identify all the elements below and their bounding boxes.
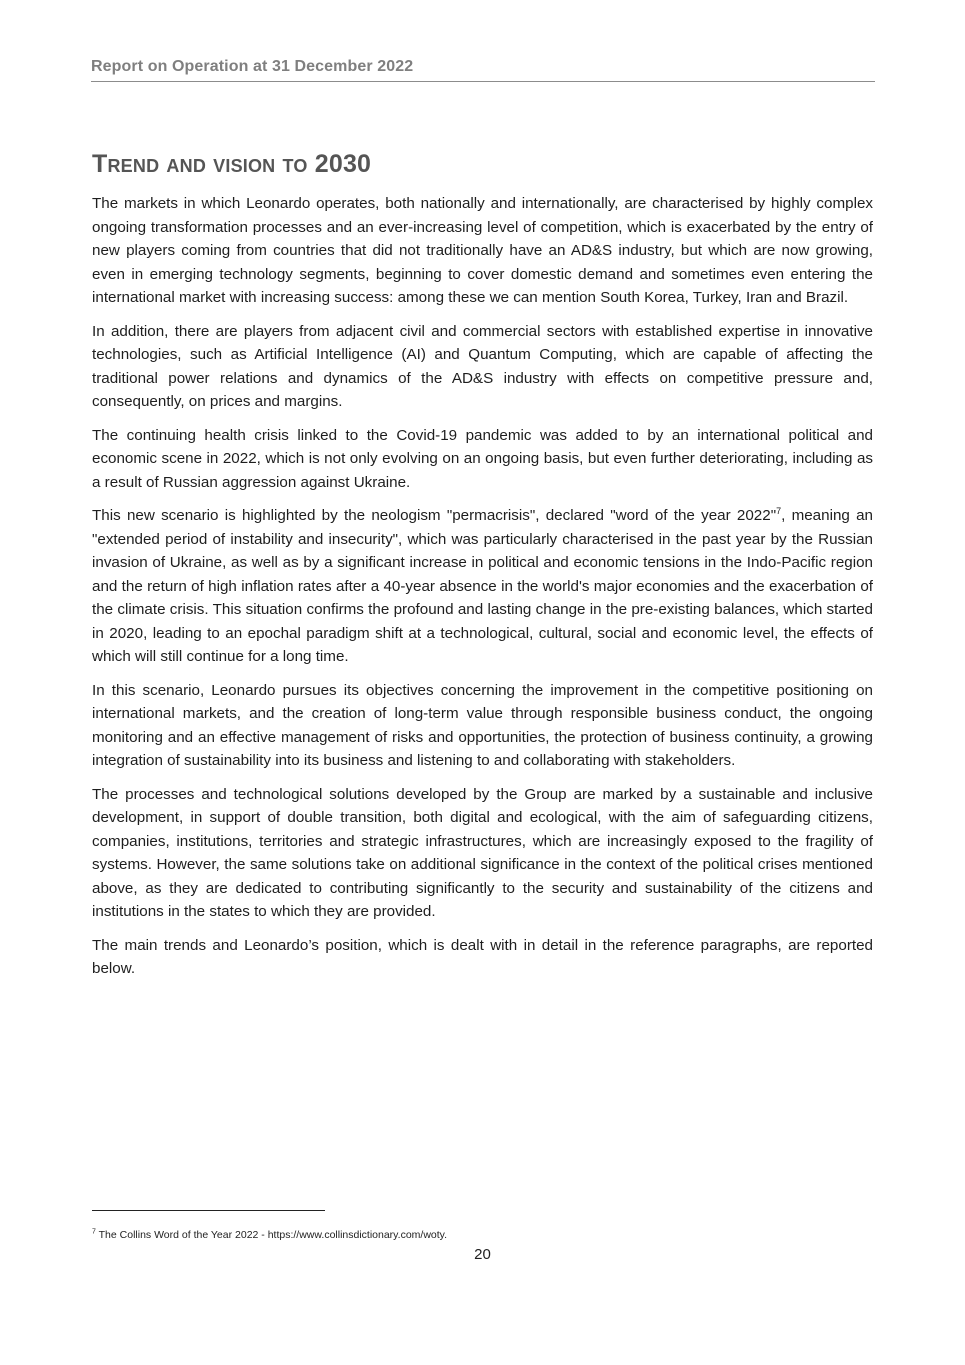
report-title: Report on Operation at 31 December 2022 bbox=[91, 58, 414, 75]
paragraph-health-crisis: The continuing health crisis linked to the Covid-19 pandemic was added to by an international political and economic scene in 2022, which is not only evolving on an ongoing basis, but even further deteriorating, including as a result of Russian aggression against Ukraine. bbox=[92, 426, 873, 491]
paragraph-main-trends: The main trends and Leonardo’s position, which is dealt with in detail in the reference paragraphs, are reported below. bbox=[92, 936, 873, 977]
paragraph-objectives: In this scenario, Leonardo pursues its objectives concerning the improvement in the competitive positioning on international markets, and the creation of long-term value through responsible business conduct, the ongoing monitoring and an effective management of risks and opportunities, the protection of business continuity, a growing integration of sustainability into its business and listening to and collaborating with stakeholders. bbox=[92, 681, 873, 769]
section-title: Trend and vision to 2030 bbox=[92, 150, 372, 178]
paragraph-permacrisis bbox=[92, 504, 873, 669]
paragraph-adjacent-players: In addition, there are players from adjacent civil and commercial sectors with established expertise in innovative technologies, such as Artificial Intelligence (AI) and Quantum Computing, which are capable of affecting the traditional power relations and dynamics of the AD&S industry with effects on competitive pressure and, consequently, on prices and margins. bbox=[92, 322, 873, 410]
footnote bbox=[92, 1229, 447, 1241]
footnote-text: The Collins Word of the Year 2022 - https://www.collinsdictionary.com/woty. bbox=[98, 1229, 448, 1241]
permacrisis-text-end: , meaning an "extended period of instability and insecurity", which was particularly characterised in the past year by the Russian invasion of Ukraine, as well as by a significant increase in political and economic tensions in the Indo-Pacific region and the return of high inflation rates after a 40-year absence in the world's major economies and the exacerbation of the climate crisis. This situation confirms the profound and lasting change in the pre-existing balances, which started in 2020, leading to an epochal paradigm shift at a technological, cultural, social and economic level, the effects of which will still continue for a long time. bbox=[92, 507, 873, 665]
footnote-reference: 7 bbox=[776, 505, 782, 516]
paragraph-solutions: The processes and technological solutions developed by the Group are marked by a sustainable and inclusive development, in support of double transition, both digital and ecological, with the aim of safeguarding citizens, companies, institutions, territories and strategic infrastructures, which are increasingly exposed to the fragility of systems. However, the same solutions take on additional significance in the context of the political crises mentioned above, as they are dedicated to contributing significantly to the security and sustainability of the citizens and institutions in the states to which they are provided. bbox=[92, 785, 873, 920]
running-header bbox=[91, 58, 875, 82]
footnote-separator bbox=[92, 1210, 325, 1211]
page-number: 20 bbox=[474, 1246, 491, 1263]
paragraph-markets: The markets in which Leonardo operates, both nationally and internationally, are characterised by highly complex ongoing transformation processes and an ever-increasing level of competition, which is exacerbated by the entry of new players coming from countries that did not traditionally have an AD&S industry, but which are now growing, even in emerging technology segments, beginning to cover domestic demand and sometimes even entering the international market with increasing success: among these we can mention South Korea, Turkey, Iran and Brazil. bbox=[92, 195, 873, 306]
permacrisis-text-start: This new scenario is highlighted by the neologism "permacrisis", declared "word of the year 2022" bbox=[92, 507, 777, 524]
body-text bbox=[92, 192, 873, 991]
footnote-number: 7 bbox=[92, 1228, 96, 1236]
